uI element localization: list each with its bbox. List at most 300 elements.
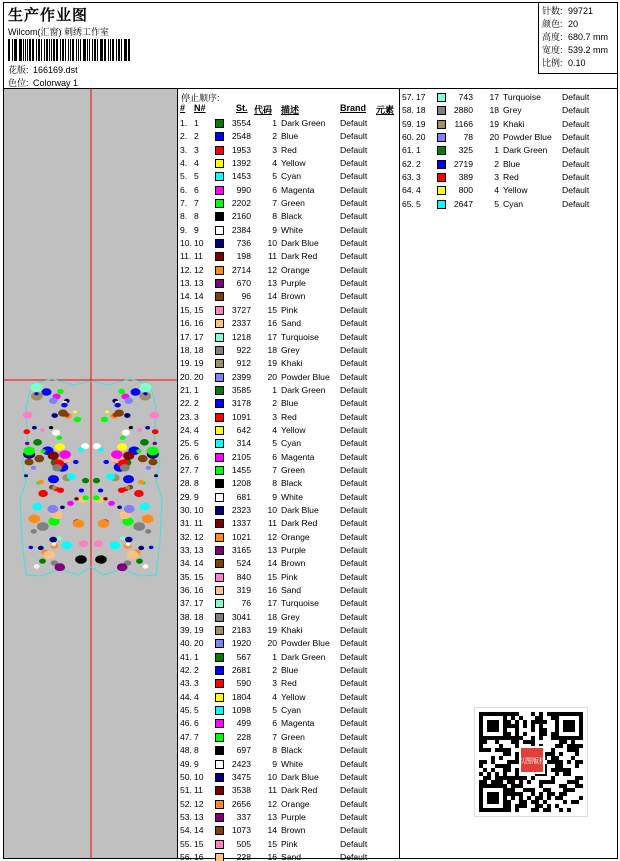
motif-blob [55, 563, 66, 571]
barcode-bar [29, 39, 31, 61]
motif-blob [48, 452, 59, 460]
color-swatch [215, 586, 224, 595]
color-code: 4 [272, 691, 277, 702]
color-description: Powder Blue [503, 132, 552, 143]
stop-row [178, 317, 400, 330]
color-description: Orange [281, 264, 310, 275]
color-description: Dark Green [281, 118, 326, 128]
motif-blob [118, 488, 125, 493]
qr-module [507, 764, 511, 768]
qr-module [511, 740, 515, 744]
stop-index: 5. [180, 171, 188, 182]
stop-index: 33. [180, 545, 192, 555]
color-code: 16 [267, 851, 277, 861]
qr-module [519, 800, 523, 804]
motif-blob [24, 474, 28, 477]
stop-index: 1. [180, 118, 188, 128]
stop-index: 44. [180, 691, 192, 702]
stop-index: 65. [402, 198, 414, 209]
stop-index: 34. [180, 558, 192, 569]
qr-module [503, 768, 507, 772]
motif-blob [145, 426, 150, 430]
barcode-bar [100, 39, 101, 61]
color-swatch [215, 252, 224, 261]
color-code: 14 [267, 558, 277, 569]
motif-blob [24, 429, 31, 434]
thread-brand: Default [340, 238, 368, 249]
qr-module [559, 768, 563, 772]
stop-index: 17. [180, 331, 192, 342]
color-description: Khaki [281, 625, 303, 636]
qr-module [491, 768, 495, 772]
color-description: Dark Blue [281, 504, 319, 515]
stop-row [400, 118, 620, 131]
stitch-count: 96 [241, 291, 251, 302]
company-name: Wilcom(汇窗) 刺绣工作室 [8, 27, 109, 37]
color-code: 19 [267, 625, 277, 636]
stop-index: 47. [180, 731, 192, 742]
color-swatch [437, 200, 446, 209]
color-description: Magenta [281, 184, 315, 195]
needle-number: 5 [194, 171, 199, 182]
thread-brand: Default [340, 851, 368, 861]
color-description: Pink [281, 838, 298, 849]
needle-number: 14 [194, 291, 204, 302]
thread-brand: Default [562, 198, 590, 209]
qr-module [511, 784, 515, 788]
stop-row [178, 144, 400, 157]
stitch-count: 2384 [231, 224, 251, 235]
motif-blob [94, 540, 103, 547]
color-description: Cyan [503, 198, 524, 209]
qr-module [571, 800, 575, 804]
qr-module [527, 740, 531, 744]
color-description: Yellow [281, 691, 306, 702]
stitch-count: 3727 [231, 304, 251, 315]
barcode-bar [65, 39, 66, 61]
qr-module [503, 776, 507, 780]
motif-blob [143, 392, 147, 395]
stitch-count: 642 [236, 424, 251, 435]
stop-index: 24. [180, 424, 192, 435]
color-description: Dark Green [503, 145, 548, 156]
qr-module [563, 740, 567, 744]
color-description: Red [281, 678, 297, 689]
thread-brand: Default [340, 491, 368, 502]
stitch-count: 3554 [231, 118, 251, 128]
qr-module [523, 804, 527, 808]
motif-blob [153, 442, 158, 445]
stop-index: 10. [180, 238, 192, 249]
qr-module [507, 780, 511, 784]
needle-number: 10 [194, 771, 204, 782]
motif-blob [37, 522, 49, 531]
color-description: Khaki [503, 118, 525, 129]
stop-row [178, 851, 400, 861]
color-description: Green [281, 198, 305, 209]
stitch-count: 1392 [231, 158, 251, 169]
qr-module [551, 792, 555, 796]
qr-module [579, 760, 583, 764]
barcode-bar [56, 39, 58, 61]
qr-module [555, 764, 559, 768]
color-swatch [215, 132, 224, 141]
motif-blob [73, 460, 79, 464]
stop-index: 49. [180, 758, 192, 769]
motif-blob [74, 417, 81, 423]
needle-number: 8 [194, 211, 199, 222]
stitch-count: 1091 [231, 411, 251, 422]
motif-blob [103, 497, 107, 500]
stat-width [542, 44, 617, 57]
qr-module [543, 720, 547, 724]
needle-number: 10 [194, 238, 204, 249]
color-description: Turquoise [281, 598, 319, 609]
qr-module [539, 792, 543, 796]
qr-module [567, 772, 571, 776]
thread-brand: Default [340, 304, 368, 315]
color-swatch [437, 160, 446, 169]
color-swatch [215, 853, 224, 861]
colorway-line [8, 76, 78, 89]
motif-blob [79, 540, 88, 547]
qr-module [551, 736, 555, 740]
qr-module [531, 788, 535, 792]
qr-module [479, 748, 483, 752]
qr-module [511, 760, 515, 764]
motif-blob [127, 551, 138, 560]
motif-blob [149, 546, 154, 549]
color-description: Purple [281, 545, 306, 555]
stop-row [178, 170, 400, 183]
needle-number: 7 [194, 731, 199, 742]
qr-module [575, 748, 579, 752]
qr-module [559, 808, 563, 812]
qr-module [531, 800, 535, 804]
stitch-count: 1953 [231, 144, 251, 155]
color-code: 10 [267, 238, 277, 249]
thread-brand: Default [562, 145, 590, 156]
stop-index: 19. [180, 358, 192, 369]
qr-module [535, 804, 539, 808]
motif-blob [34, 564, 40, 568]
stitch-count: 1166 [454, 118, 473, 129]
thread-brand: Default [340, 478, 368, 489]
qr-module [515, 720, 519, 724]
qr-module [567, 768, 571, 772]
stop-index: 35. [180, 571, 192, 582]
qr-module [491, 760, 495, 764]
stop-index: 48. [180, 745, 192, 756]
motif-blob [142, 514, 154, 523]
needle-number: 7 [194, 198, 199, 209]
stat-colors [542, 18, 617, 31]
barcode-bar [8, 39, 10, 61]
stop-row [178, 464, 400, 477]
thread-brand: Default [340, 718, 368, 729]
thread-brand: Default [340, 318, 368, 329]
color-swatch [215, 226, 224, 235]
qr-module [539, 736, 543, 740]
stop-row [178, 557, 400, 570]
qr-module [551, 732, 555, 736]
color-description: Green [281, 731, 305, 742]
stitch-count: 1453 [231, 171, 251, 182]
stop-index: 3. [180, 144, 188, 155]
color-swatch [215, 573, 224, 582]
motif-blob [31, 529, 37, 534]
qr-module [547, 780, 551, 784]
qr-code [474, 707, 588, 817]
qr-module [559, 744, 563, 748]
qr-module [499, 748, 503, 752]
stop-index: 55. [180, 838, 192, 849]
thread-brand: Default [340, 171, 368, 182]
qr-module [531, 776, 535, 780]
needle-number: 2 [194, 398, 199, 409]
color-swatch [215, 679, 224, 688]
color-description: Purple [281, 278, 306, 289]
barcode-bar [121, 39, 122, 61]
color-description: Khaki [281, 358, 303, 369]
stop-row [178, 584, 400, 597]
stitch-count: 1804 [231, 691, 251, 702]
qr-module [495, 764, 499, 768]
stop-index: 28. [180, 478, 192, 489]
stop-index: 60. [402, 132, 414, 143]
design-file-label: 花版: [8, 65, 29, 75]
qr-module [507, 804, 511, 808]
color-description: Blue [281, 665, 299, 676]
barcode-bar [104, 39, 106, 61]
color-code: 7 [272, 464, 277, 475]
stitch-count: 2399 [231, 371, 251, 382]
motif-blob [117, 443, 127, 451]
qr-module [571, 748, 575, 752]
stitch-count: 78 [463, 132, 473, 143]
stat-scale [542, 57, 617, 70]
motif-blob [34, 455, 44, 462]
stitch-count: 2323 [231, 504, 251, 515]
needle-number: 4 [194, 158, 199, 169]
thread-brand: Default [340, 411, 368, 422]
color-swatch [215, 199, 224, 208]
qr-module [495, 776, 499, 780]
needle-number: 16 [194, 585, 204, 596]
thread-brand: Default [562, 92, 590, 102]
qr-module [535, 808, 539, 812]
stat-value: 539.2 mm [568, 45, 609, 55]
motif-blob [122, 430, 130, 436]
qr-module [511, 788, 515, 792]
stop-row [178, 117, 400, 130]
qr-module [551, 748, 555, 752]
qr-module [483, 760, 487, 764]
stitch-count: 2548 [231, 131, 251, 142]
color-swatch [215, 786, 224, 795]
motif-blob [120, 536, 125, 540]
qr-module [555, 772, 559, 776]
stop-index: 26. [180, 451, 192, 462]
qr-module [563, 784, 567, 788]
stop-index: 63. [402, 172, 414, 183]
stop-row [178, 544, 400, 557]
motif-blob [98, 489, 103, 493]
stop-row [178, 504, 400, 517]
qr-module [539, 724, 543, 728]
stat-label: 宽度: [542, 45, 563, 55]
color-description: White [281, 758, 303, 769]
motif-blob [57, 389, 64, 394]
needle-number: 2 [194, 665, 199, 676]
stitch-count: 3538 [231, 785, 251, 796]
qr-module [571, 740, 575, 744]
needle-number: 15 [194, 304, 204, 315]
needle-number: 9 [194, 758, 199, 769]
qr-module [479, 764, 483, 768]
color-description: Yellow [503, 185, 528, 196]
stop-index: 23. [180, 411, 192, 422]
qr-module [555, 756, 559, 760]
qr-module [555, 804, 559, 808]
thread-brand: Default [340, 625, 368, 636]
stitch-count: 2880 [453, 105, 473, 116]
production-sheet [3, 2, 618, 859]
color-description: Purple [281, 811, 306, 822]
qr-module [531, 808, 535, 812]
stitch-count: 2681 [231, 665, 251, 676]
qr-module [539, 784, 543, 788]
qr-module [495, 780, 499, 784]
color-description: Brown [281, 825, 306, 836]
barcode-bar [87, 39, 89, 61]
header-code: 代码 [254, 105, 273, 115]
color-swatch [215, 800, 224, 809]
stop-row [178, 210, 400, 223]
stop-row [178, 744, 400, 757]
color-description: Blue [503, 158, 521, 169]
stop-index: 51. [180, 785, 192, 796]
color-swatch [215, 212, 224, 221]
needle-number: 8 [194, 478, 199, 489]
thread-brand: Default [340, 504, 368, 515]
stop-row [178, 184, 400, 197]
needle-number: 1 [194, 118, 199, 128]
color-description: Sand [281, 851, 302, 861]
thread-brand: Default [340, 758, 368, 769]
stat-stitches [542, 5, 617, 18]
needle-number: 12 [194, 531, 204, 542]
thread-brand: Default [340, 678, 368, 689]
motif-blob [143, 564, 149, 568]
thread-brand: Default [340, 384, 368, 395]
stop-row [178, 264, 400, 277]
motif-blob [93, 478, 100, 483]
qr-module [547, 712, 551, 716]
qr-module [531, 736, 535, 740]
stop-rows [400, 91, 620, 211]
color-description: White [281, 491, 303, 502]
motif-blob [52, 464, 62, 471]
design-file-value: 166169.dst [33, 65, 78, 75]
color-description: Brown [281, 291, 306, 302]
stop-index: 59. [402, 118, 414, 129]
color-swatch [215, 533, 224, 542]
color-description: Red [281, 144, 297, 155]
qr-module [511, 736, 515, 740]
needle-number: 15 [194, 571, 204, 582]
needle-number: 19 [194, 625, 204, 636]
stop-index: 45. [180, 705, 192, 716]
color-code: 12 [267, 798, 277, 809]
color-swatch [215, 172, 224, 181]
motif-blob [60, 506, 65, 510]
qr-module [479, 772, 483, 776]
qr-module [539, 780, 543, 784]
qr-module [559, 764, 563, 768]
color-code: 3 [272, 411, 277, 422]
color-code: 8 [272, 211, 277, 222]
color-swatch [215, 279, 224, 288]
qr-module [551, 752, 555, 756]
needle-number: 4 [194, 424, 199, 435]
barcode-bar [32, 39, 34, 61]
color-description: Blue [281, 131, 299, 142]
color-code: 6 [272, 718, 277, 729]
stop-index: 39. [180, 625, 192, 636]
motif-blob [31, 466, 37, 470]
motif-blob [47, 505, 58, 513]
stop-row [178, 451, 400, 464]
qr-module [551, 768, 555, 772]
qr-module [523, 788, 527, 792]
qr-module [523, 800, 527, 804]
motif-blob [125, 537, 133, 543]
qr-module [567, 760, 571, 764]
qr-module [535, 720, 539, 724]
qr-module [559, 796, 563, 800]
stop-row [178, 637, 400, 650]
stop-index: 41. [180, 651, 192, 662]
stitch-count: 1021 [231, 531, 251, 542]
qr-module [523, 720, 527, 724]
header-element: 元素 [376, 105, 395, 115]
stop-index: 4. [180, 158, 188, 169]
stop-row [400, 184, 620, 197]
qr-module [507, 736, 511, 740]
motif-blob [74, 497, 78, 500]
header-description: 描述 [281, 105, 300, 115]
color-swatch [215, 386, 224, 395]
thread-brand: Default [340, 571, 368, 582]
qr-module [523, 732, 527, 736]
needle-number: 8 [194, 745, 199, 756]
stop-index: 27. [180, 464, 192, 475]
qr-module [499, 764, 503, 768]
stitch-count: 76 [241, 598, 251, 609]
color-swatch [215, 613, 224, 622]
qr-module [511, 776, 515, 780]
stop-row [178, 411, 400, 424]
needle-number: 7 [194, 464, 199, 475]
stop-row [178, 731, 400, 744]
color-code: 6 [272, 451, 277, 462]
barcode-bar [15, 39, 17, 61]
barcode-bar [60, 39, 61, 61]
motif-blob [106, 473, 115, 480]
needle-number: 3 [194, 411, 199, 422]
qr-module [535, 800, 539, 804]
